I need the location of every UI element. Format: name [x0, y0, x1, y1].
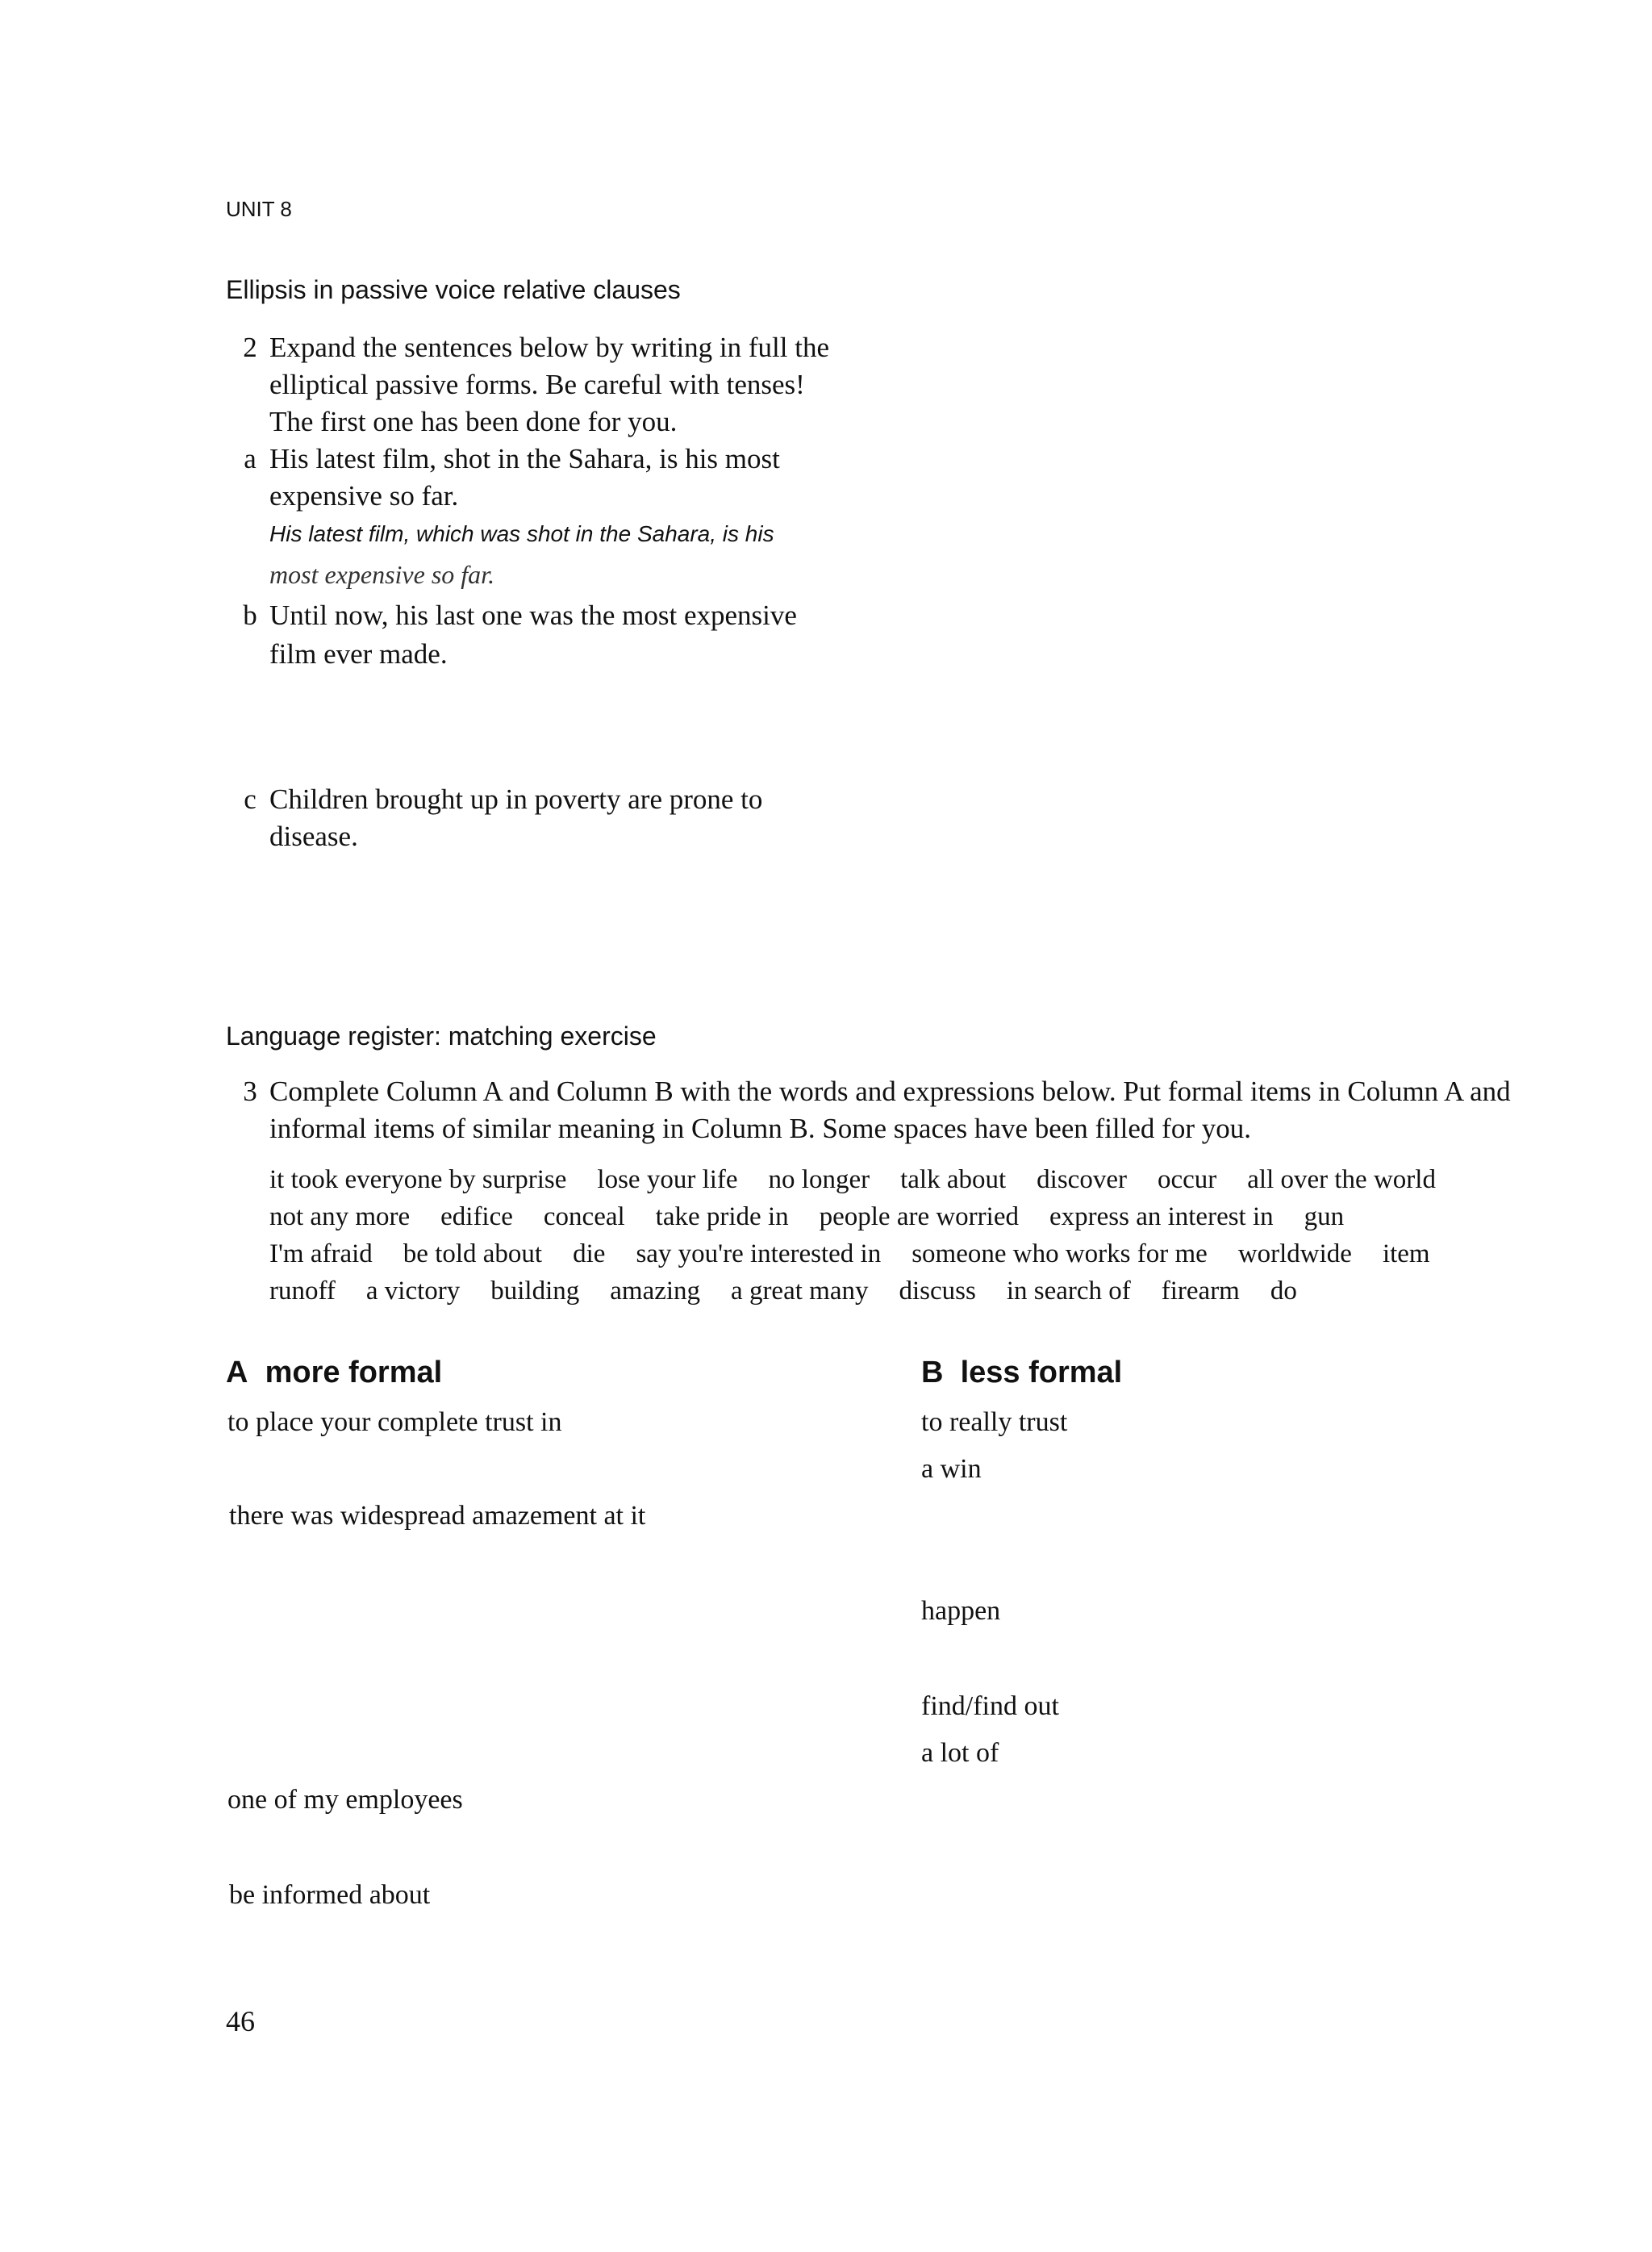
word-item: all over the world — [1247, 1165, 1436, 1194]
item-text-line: His latest film, shot in the Sahara, is his most — [269, 443, 780, 474]
item-letter: b — [243, 600, 257, 631]
instruction-line: Expand the sentences below by writing in full the — [269, 332, 830, 363]
instruction-line: Complete Column A and Column B with the words and expressions below. Put formal items in Column A and — [269, 1076, 1511, 1107]
column-a-letter: A — [226, 1356, 248, 1389]
word-item: occur — [1157, 1165, 1217, 1194]
instruction-line: elliptical passive forms. Be careful with tenses! — [269, 369, 805, 400]
word-item: a victory — [365, 1276, 461, 1306]
column-b-entry: happen — [921, 1596, 1001, 1626]
word-item: take pride in — [655, 1202, 789, 1231]
instruction-line: The first one has been done for you. — [269, 406, 678, 437]
word-box-row — [269, 1165, 1436, 1195]
word-item: runoff — [269, 1276, 336, 1306]
word-item: a great many — [731, 1276, 869, 1306]
item-text-line: Until now, his last one was the most expensive — [269, 600, 797, 631]
unit-label: UNIT 8 — [226, 197, 292, 221]
column-a-entry: be informed about — [229, 1880, 431, 1910]
model-answer-line: most expensive so far. — [269, 560, 495, 589]
item-text-line: film ever made. — [269, 638, 448, 670]
word-item: discuss — [899, 1276, 976, 1306]
exercise-number: 2 — [243, 332, 257, 363]
column-a-heading — [226, 1356, 442, 1390]
word-item: someone who works for me — [912, 1239, 1208, 1268]
column-b-label: less formal — [960, 1356, 1123, 1389]
word-item: talk about — [900, 1165, 1007, 1194]
word-item: building — [490, 1276, 580, 1306]
column-b-entry: find/find out — [921, 1691, 1059, 1721]
page-number: 46 — [226, 2005, 255, 2037]
item-letter: a — [244, 443, 257, 474]
item-text-line: Children brought up in poverty are prone to — [269, 783, 763, 815]
word-item: discover — [1037, 1165, 1127, 1194]
word-item: no longer — [768, 1165, 870, 1194]
model-answer-line: His latest film, which was shot in the Sahara, is his — [269, 521, 774, 546]
section-heading-ellipsis: Ellipsis in passive voice relative clauses — [226, 275, 681, 304]
word-item: say you're interested in — [636, 1239, 882, 1268]
word-box-row — [269, 1239, 1430, 1269]
word-item: worldwide — [1237, 1239, 1352, 1268]
word-item: amazing — [610, 1276, 701, 1306]
word-item: edifice — [440, 1202, 513, 1231]
word-item: item — [1382, 1239, 1430, 1268]
word-item: conceal — [543, 1202, 625, 1231]
word-item: do — [1270, 1276, 1297, 1306]
column-b-heading — [921, 1356, 1122, 1390]
column-a-entry: there was widespread amazement at it — [229, 1501, 646, 1531]
word-item: it took everyone by surprise — [269, 1165, 567, 1194]
column-a-label: more formal — [265, 1356, 443, 1389]
word-item: in search of — [1006, 1276, 1131, 1306]
word-item: people are worried — [819, 1202, 1019, 1231]
word-item: I'm afraid — [269, 1239, 373, 1268]
instruction-line: informal items of similar meaning in Column B. Some spaces have been filled for you. — [269, 1113, 1251, 1144]
word-item: be told about — [403, 1239, 543, 1268]
word-item: express an interest in — [1049, 1202, 1274, 1231]
exercise-number: 3 — [243, 1076, 257, 1107]
column-a-entry: one of my employees — [227, 1785, 463, 1815]
column-b-entry: a win — [921, 1454, 982, 1484]
word-item: not any more — [269, 1202, 411, 1231]
item-text-line: disease. — [269, 821, 358, 852]
word-item: die — [573, 1239, 606, 1268]
item-letter: c — [244, 783, 257, 815]
item-text-line: expensive so far. — [269, 480, 459, 512]
column-b-letter: B — [921, 1356, 944, 1389]
column-a-entry: to place your complete trust in — [227, 1407, 562, 1437]
word-box-row — [269, 1202, 1344, 1232]
column-b-entry: a lot of — [921, 1738, 999, 1768]
word-item: firearm — [1161, 1276, 1240, 1306]
word-item: lose your life — [597, 1165, 738, 1194]
column-b-entry: to really trust — [921, 1407, 1068, 1437]
word-box-row — [269, 1276, 1297, 1306]
section-heading-register: Language register: matching exercise — [226, 1022, 657, 1051]
word-item: gun — [1304, 1202, 1345, 1231]
